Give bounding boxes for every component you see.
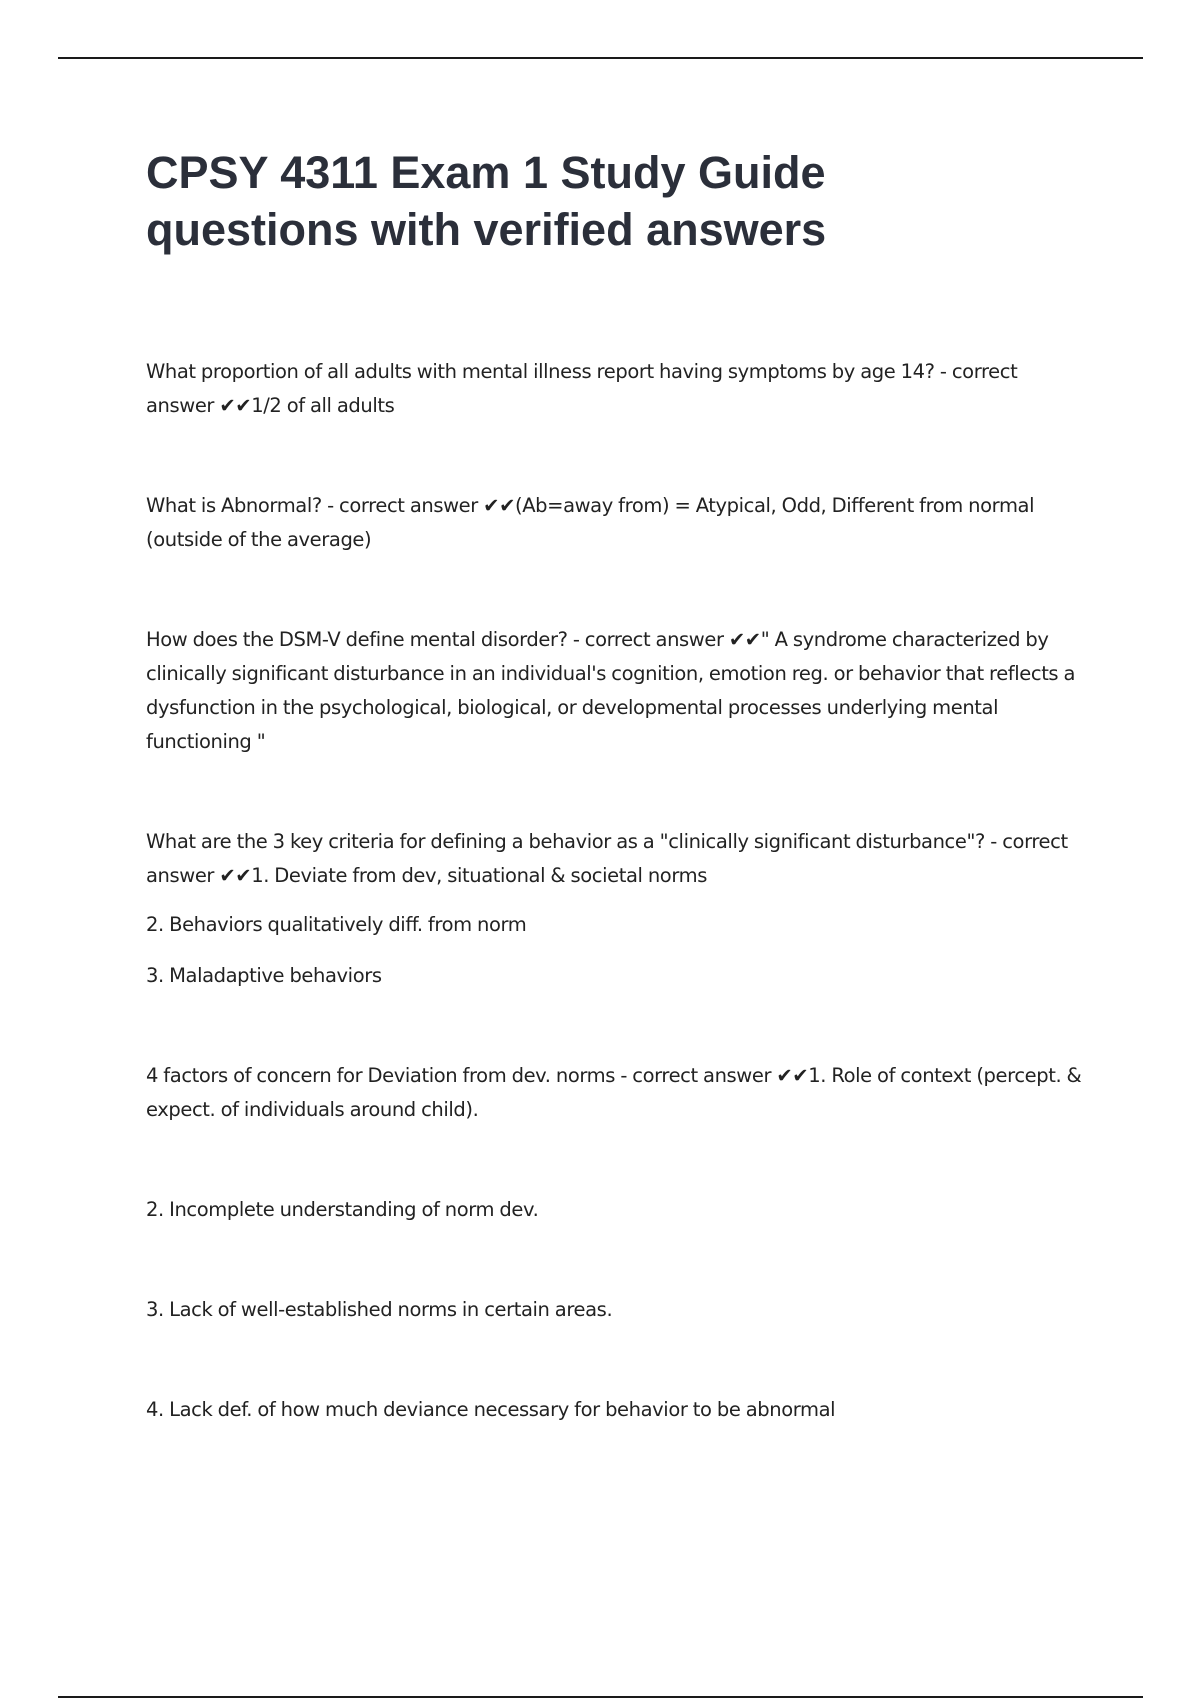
qa-paragraph-4: What are the 3 key criteria for defining a behavior as a "clinically significant disturbance"? - correct answer ✔✔1. Deviate from dev, situational & societal norms bbox=[146, 830, 1068, 887]
bottom-rule bbox=[58, 1696, 1143, 1698]
qa-factor-4: 4. Lack def. of how much deviance necessary for behavior to be abnormal bbox=[146, 1398, 836, 1421]
qa-factor-3: 3. Lack of well-established norms in certain areas. bbox=[146, 1298, 613, 1321]
qa-paragraph-2: What is Abnormal? - correct answer ✔✔(Ab=away from) = Atypical, Odd, Different from normal (outside of the average) bbox=[146, 494, 1035, 551]
qa-list-item-3: 3. Maladaptive behaviors bbox=[146, 964, 382, 987]
qa-factor-2: 2. Incomplete understanding of norm dev. bbox=[146, 1198, 539, 1221]
qa-paragraph-3: How does the DSM-V define mental disorder? - correct answer ✔✔" A syndrome characterized by clinically significant disturbance in an individual's cognition, emotion reg. or behavior that reflects a dysfunction in the psychological, biological, or developmental processes underlying mental functioning " bbox=[146, 628, 1076, 753]
qa-paragraph-5: 4 factors of concern for Deviation from dev. norms - correct answer ✔✔1. Role of context (percept. & expect. of individuals around child). bbox=[146, 1064, 1082, 1121]
qa-list-item-2: 2. Behaviors qualitatively diff. from norm bbox=[146, 913, 527, 936]
document-title: CPSY 4311 Exam 1 Study Guide questions with verified answers bbox=[146, 147, 827, 255]
top-rule bbox=[58, 57, 1143, 59]
qa-paragraph-1: What proportion of all adults with mental illness report having symptoms by age 14? - correct answer ✔✔1/2 of all adults bbox=[146, 360, 1018, 417]
